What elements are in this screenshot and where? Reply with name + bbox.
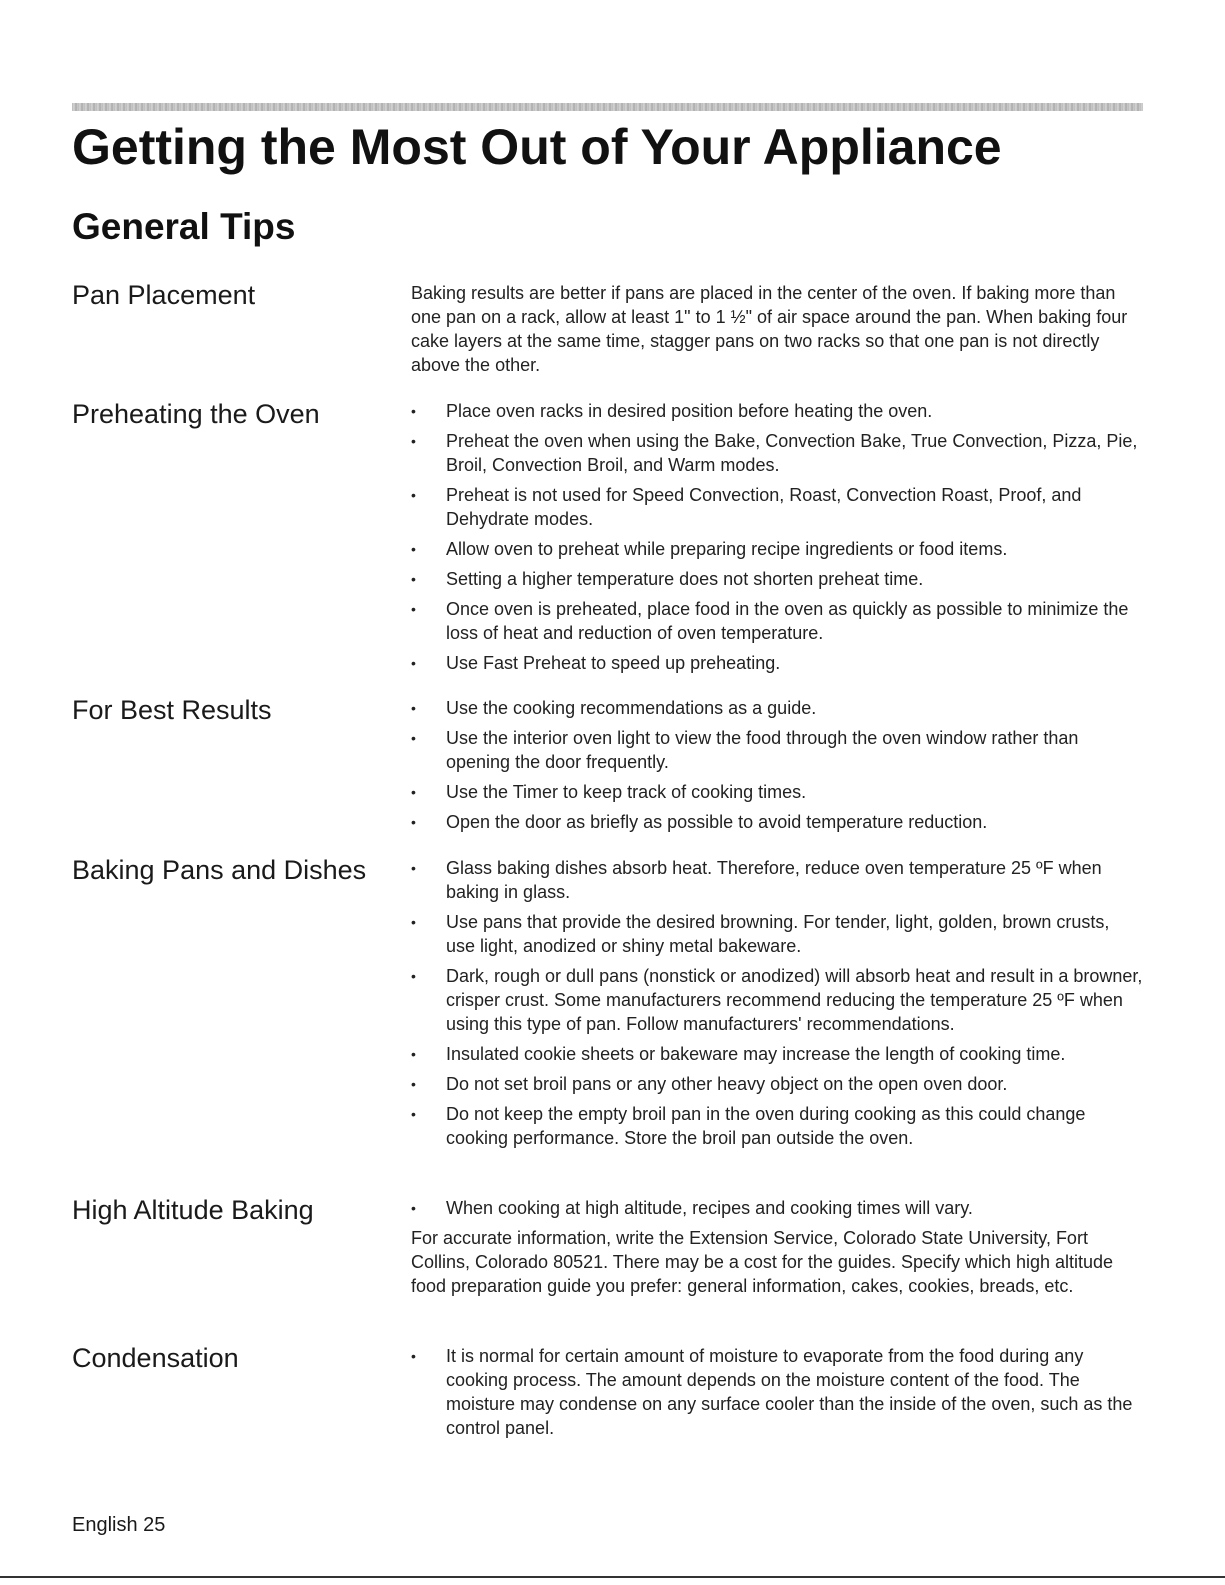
preheating-bullet-list: [411, 399, 1143, 675]
list-item: [411, 910, 1143, 958]
list-item-text: Place oven racks in desired position before heating the oven.: [446, 401, 933, 421]
topic-heading-high-altitude: High Altitude Baking: [72, 1195, 314, 1225]
list-item-text: Allow oven to preheat while preparing recipe ingredients or food items.: [446, 539, 1008, 559]
condensation-bullet-list: [411, 1344, 1143, 1440]
list-item: [411, 1196, 1143, 1220]
bullet-icon: •: [411, 860, 416, 876]
list-item-text: Use Fast Preheat to speed up preheating.: [446, 653, 781, 673]
bullet-icon: •: [411, 1348, 416, 1364]
list-item-text: Do not set broil pans or any other heavy object on the open oven door.: [446, 1074, 1008, 1094]
topic-body-condensation: [411, 1344, 1143, 1446]
pan-placement-paragraph: Baking results are better if pans are placed in the center of the oven. If baking more than one pan on a rack, allow at least 1" to 1 ½" of air space around the pan. When baking four cake layers at the same time, stagger pans on two racks so that one pan is not directly above the other.: [411, 283, 1128, 375]
bullet-icon: •: [411, 1076, 416, 1092]
list-item: [411, 696, 1143, 720]
list-item: [411, 780, 1143, 804]
list-item-text: Use pans that provide the desired browning. For tender, light, golden, brown crusts, use light, anodized or shiny metal bakeware.: [446, 912, 1110, 956]
topic-heading-baking-pans: Baking Pans and Dishes: [72, 855, 367, 885]
bullet-icon: •: [411, 571, 416, 587]
list-item-text: Use the cooking recommendations as a guide.: [446, 698, 817, 718]
list-item-text: Setting a higher temperature does not shorten preheat time.: [446, 569, 924, 589]
high-altitude-bullet-list: [411, 1196, 1143, 1220]
list-item-text: It is normal for certain amount of moisture to evaporate from the food during any cooking process. The amount depends on the moisture content of the food. The moisture may condense on any surface cooler than the inside of the oven, such as the control panel.: [446, 1346, 1133, 1438]
bullet-icon: •: [411, 700, 416, 716]
topic-heading-condensation: Condensation: [72, 1343, 239, 1373]
bullet-icon: •: [411, 433, 416, 449]
bullet-icon: •: [411, 541, 416, 557]
topic-body-pan-placement: [411, 281, 1143, 377]
bullet-icon: •: [411, 1106, 416, 1122]
high-altitude-note: For accurate information, write the Extension Service, Colorado State University, Fort Collins, Colorado 80521. There may be a cost for the guides. Specify which high altitude food preparation guide you prefer: general information, cakes, cookies, breads, etc.: [411, 1228, 1114, 1296]
list-item-text: Once oven is preheated, place food in the oven as quickly as possible to minimize the loss of heat and reduction of oven temperature.: [446, 599, 1129, 643]
header-rule: [72, 103, 1143, 111]
bullet-icon: •: [411, 814, 416, 830]
list-item: [411, 1102, 1143, 1150]
topic-body-best-results: [411, 696, 1143, 840]
list-item: [411, 597, 1143, 645]
list-item-text: Dark, rough or dull pans (nonstick or anodized) will absorb heat and result in a browner, crisper crust. Some manufacturers recommend reducing the temperature 25 ºF when using this type of pan. Follow manufacturers' recommendations.: [446, 966, 1143, 1034]
bullet-icon: •: [411, 968, 416, 984]
bullet-icon: •: [411, 914, 416, 930]
list-item: [411, 567, 1143, 591]
list-item-text: Preheat the oven when using the Bake, Convection Bake, True Convection, Pizza, Pie, Broil, Convection Broil, and Warm modes.: [446, 431, 1138, 475]
topic-heading-preheating: Preheating the Oven: [72, 399, 320, 429]
topic-body-baking-pans: [411, 856, 1143, 1156]
list-item: [411, 651, 1143, 675]
list-item-text: Do not keep the empty broil pan in the oven during cooking as this could change cooking performance. Store the broil pan outside the oven.: [446, 1104, 1086, 1148]
topic-heading-best-results: For Best Results: [72, 695, 272, 725]
list-item: [411, 726, 1143, 774]
page-title: Getting the Most Out of Your Appliance: [72, 119, 1002, 175]
list-item: [411, 483, 1143, 531]
bullet-icon: •: [411, 601, 416, 617]
list-item-text: Use the Timer to keep track of cooking times.: [446, 782, 807, 802]
bullet-icon: •: [411, 403, 416, 419]
bullet-icon: •: [411, 730, 416, 746]
list-item: [411, 1344, 1143, 1440]
list-item: [411, 429, 1143, 477]
list-item-text: Use the interior oven light to view the food through the oven window rather than opening the door frequently.: [446, 728, 1079, 772]
section-title: General Tips: [72, 206, 296, 247]
bullet-icon: •: [411, 1200, 416, 1216]
list-item: [411, 537, 1143, 561]
baking-pans-bullet-list: [411, 856, 1143, 1150]
list-item-text: When cooking at high altitude, recipes and cooking times will vary.: [446, 1198, 973, 1218]
list-item-text: Open the door as briefly as possible to avoid temperature reduction.: [446, 812, 988, 832]
footer-rule: [0, 1576, 1225, 1578]
bullet-icon: •: [411, 655, 416, 671]
bullet-icon: •: [411, 784, 416, 800]
list-item: [411, 964, 1143, 1036]
list-item: [411, 810, 1143, 834]
list-item: [411, 856, 1143, 904]
list-item: [411, 1072, 1143, 1096]
list-item-text: Preheat is not used for Speed Convection, Roast, Convection Roast, Proof, and Dehydrate modes.: [446, 485, 1082, 529]
topic-heading-pan-placement: Pan Placement: [72, 280, 256, 310]
bullet-icon: •: [411, 1046, 416, 1062]
topic-body-preheating: [411, 399, 1143, 681]
list-item: [411, 399, 1143, 423]
list-item-text: Insulated cookie sheets or bakeware may increase the length of cooking time.: [446, 1044, 1066, 1064]
list-item: [411, 1042, 1143, 1066]
best-results-bullet-list: [411, 696, 1143, 834]
page-footer: English 25: [72, 1514, 166, 1536]
topic-body-high-altitude: [411, 1196, 1143, 1298]
list-item-text: Glass baking dishes absorb heat. Therefore, reduce oven temperature 25 ºF when baking in glass.: [446, 858, 1102, 902]
bullet-icon: •: [411, 487, 416, 503]
